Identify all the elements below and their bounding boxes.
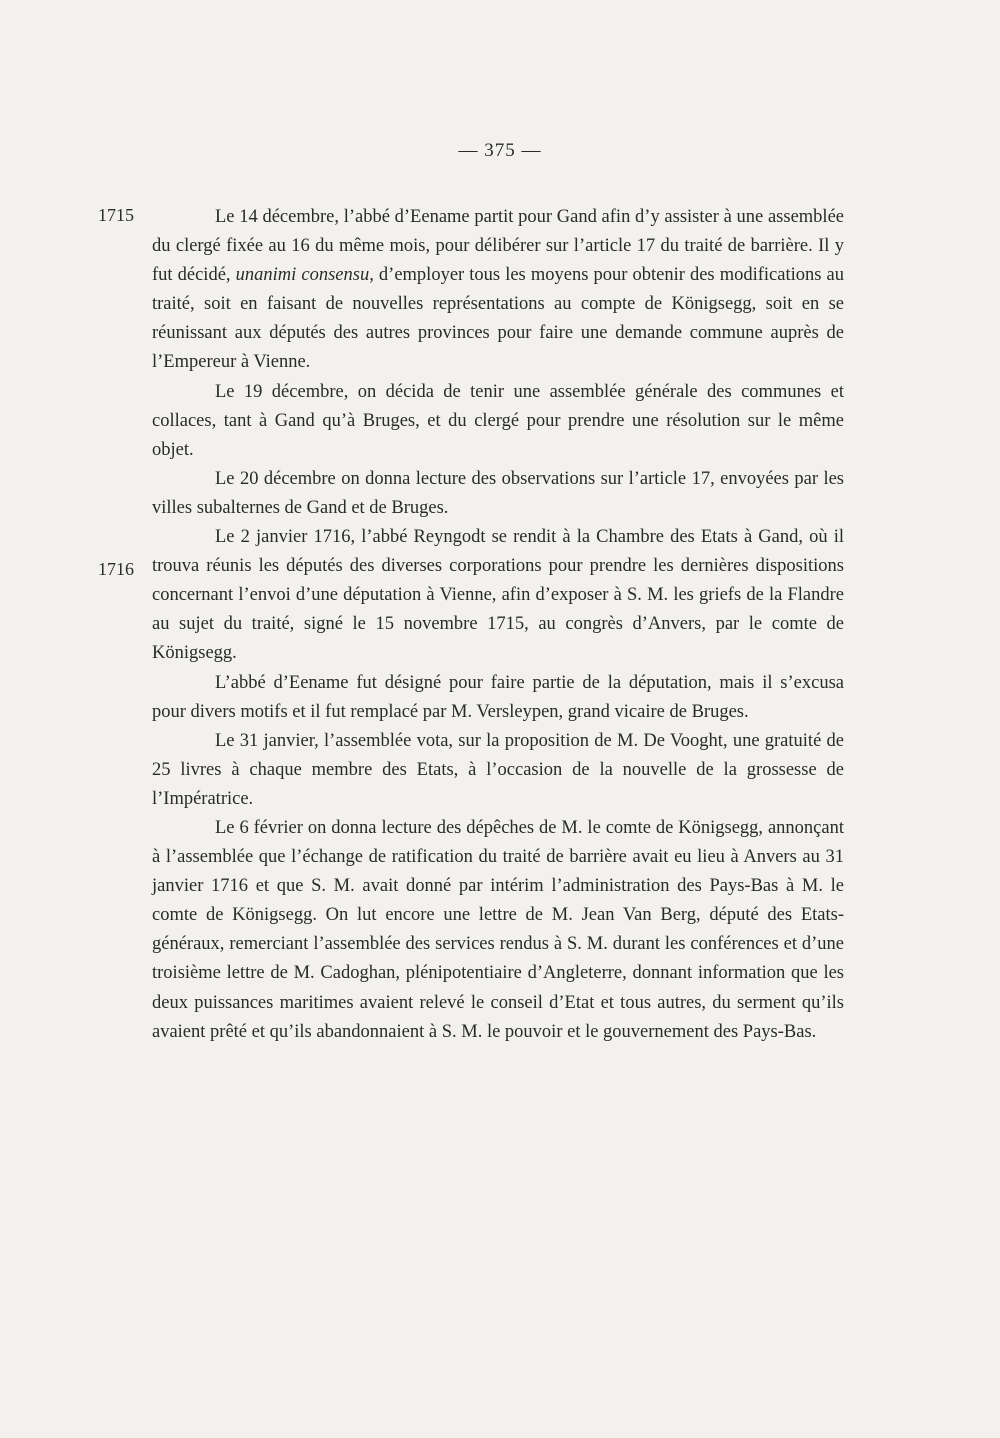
paragraph: Le 2 janvier 1716, l’abbé Reyngodt se rendit à la Chambre des Etats à Gand, où il trouva réunis les députés des diverses corporations pour prendre les dernières dispositions concernant l’envoi d’une députation à Vienne, afin d’exposer à S. M. les griefs de la Flandre au sujet du traité, signé le 15 novembre 1715, au congrès d’Anvers, par le comte de Königsegg. <box>152 527 844 664</box>
paragraph <box>152 203 844 378</box>
paragraph: Le 20 décembre on donna lecture des observations sur l’article 17, envoyées par les villes subalternes de Gand et de Bruges. <box>152 468 844 518</box>
paragraph: Le 19 décembre, on décida de tenir une assemblée générale des communes et collaces, tant à Gand qu’à Bruges, et du clergé pour prendre une résolution sur le même objet. <box>152 381 844 460</box>
paragraph: L’abbé d’Eename fut désigné pour faire partie de la députation, mais il s’excusa pour divers motifs et il fut remplacé par M. Versleypen, grand vicaire de Bruges. <box>152 672 844 722</box>
page-number: — 375 — <box>458 140 542 161</box>
paragraph: Le 6 février on donna lecture des dépêches de M. le comte de Königsegg, annonçant à l’assemblée que l’échange de ratification du traité de barrière avait eu lieu à Anvers au 31 janvier 1716 et que S. M. avait donné par intérim l’administration des Pays-Bas à M. le comte de Königsegg. On lut encore une lettre de M. Jean Van Berg, député des Etats-généraux, remerciant l’assemblée des services rendus à S. M. durant les conférences et d’une troisième lettre de M. Cadoghan, plénipotentiaire d’Angleterre, donnant information que les deux puissances maritimes avaient relevé le conseil d’Etat et tous autres, du serment qu’ils avaient prêté et qu’ils abandonnaient à S. M. le pouvoir et le gouvernement des Pays-Bas. <box>152 817 844 1042</box>
latin-phrase: unanimi consensu, <box>235 265 374 286</box>
body-text <box>152 203 844 1047</box>
paragraph-text: Le 14 décembre, l’abbé d’Eename partit pour Gand afin d’y assister à une assemblée du clergé fixée au 16 du même mois, pour délibérer sur l’article 17 du traité de barrière. Il y fut décidé, <box>152 207 844 286</box>
paragraph-text: d’employer tous les moyens pour obtenir des modifications au traité, soit en faisant de nouvelles représentations au compte de Königsegg, soit en se réunissant aux députés des autres provinces pour faire une demande commune auprès de l’Empereur à Vienne. <box>152 265 845 373</box>
margin-year-1715: 1715 <box>98 205 134 225</box>
paragraph: Le 31 janvier, l’assemblée vota, sur la proposition de M. De Vooght, une gratuité de 25 livres à chaque membre des Etats, à l’occasion de la nouvelle de la grossesse de l’Impératrice. <box>152 730 844 809</box>
margin-year-1716: 1716 <box>98 559 134 579</box>
